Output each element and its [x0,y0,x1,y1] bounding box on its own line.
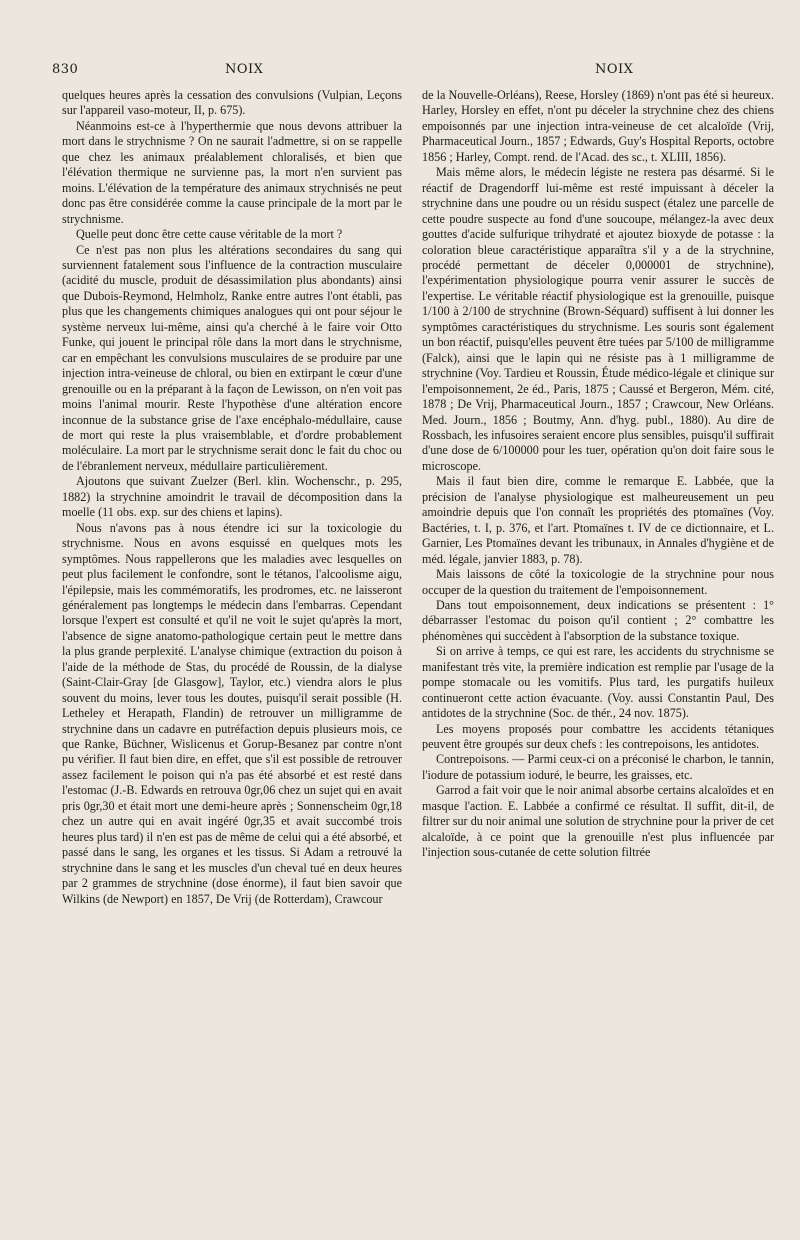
paragraph: de la Nouvelle-Orléans), Reese, Horsley (1869) n'ont pas été si heureux. Harley, Horsley en effet, n'ont pu déceler la strychnine chez des chiens empoisonnés par une injection intra-veineuse de cet alcaloïde (Vrij, Pharmaceutical Journ., 1857 ; Edwards, Guy's Hospital Reports, octobre 1856 ; Harley, Compt. rend. de l'Acad. des sc., t. XLIII, 1856). [422,88,774,164]
left-column [62,88,402,907]
paragraph: Si on arrive à temps, ce qui est rare, les accidents du strychnisme se manifestant très vite, la première indication est remplie par l'usage de la pompe stomacale ou les vomitifs. Plus tard, les purgatifs huileux continueront cette action évacuante. (Voy. aussi Constantin Paul, Des antidotes de la strychnine (Soc. de thér., 24 nov. 1875). [422,644,774,721]
paragraph: Ce n'est pas non plus les altérations secondaires du sang qui surviennent fatalement sous l'influence de la contraction musculaire (acidité du muscle, produit de désassimilation plus abondants) ainsi que Dubois-Reymond, Helmholz, Ranke entre autres l'ont établi, pas plus que les changements chimiques analogues qui ont pour séjour le système nerveux lui-même, ainsi qu'a cherché à le faire voir Otto Funke, qui jouent le principal rôle dans la mort dans le strychnisme, car en empêchant les convulsions musculaires de se produire par une injection intra-veineuse de chloral, ou bien en extirpant le cœur d'une grenouille ou en la préparant à la façon de Lewisson, on n'en voit pas moins l'animal mourir. Reste l'hypothèse d'une altération encore inconnue de la substance grise de l'axe encéphalo-médullaire, cause de mort qui reste la plus vraisemblable, et d'ordre probablement moléculaire. La mort par le strychnisme serait donc le fait du choc ou de l'ébranlement nerveux, médullaire particulièrement. [62,242,402,473]
right-column [422,88,774,861]
paragraph: Les moyens proposés pour combattre les accidents tétaniques peuvent être groupés sur deux chefs : les contrepoisons, les antidotes. [422,721,774,752]
paragraph: Nous n'avons pas à nous étendre ici sur la toxicologie du strychnisme. Nous en avons esquissé en quelques mots les symptômes. Nous rappellerons que les maladies avec lesquelles on peut plus facilement le confondre, sont le tétanos, l'alcoolisme aigu, l'épilepsie, mais les commémoratifs, les prodromes, etc. ne laisseront généralement pas longtemps le médecin dans l'embarras. Cependant lorsque l'expert est consulté et qu'il ne voit le sujet qu'après la mort, l'absence de signe anatomo-pathologique certain peut le mettre dans la plus grande perplexité. L'analyse chimique (extraction du poison à l'aide de la méthode de Stas, du procédé de Roussin, de la dialyse (Saint-Clair-Gray [de Glasgow], Taylor, etc.) viendra alors le plus souvent du moins, lever tous les doutes, puisqu'il serait possible (H. Letheley et Herapath, Flandin) de retrouver un milligramme de strychnine dans un cadavre en putréfaction depuis plusieurs mois, ce que Ranke, Büchner, Wislicenus et Gorup-Besanez par contre n'ont pu vérifier. Il faut bien dire, en effet, que s'il est possible de retrouver assez facilement le poison qui n'a pas été absorbé et est resté dans l'estomac (J.-B. Edwards en retrouva 0gr,06 chez un sujet qui en avait pris 0gr,30 et était mort une demi-heure après ; Sonnenscheim 0gr,18 chez un autre qui en avait ingéré 0gr,35 et avait succombé trois heures plus tard) il n'en est pas de même de celui qui a été absorbé, et passé dans le sang, les organes et les tissus. Si Adam a retrouvé la strychnine dans le sang et les muscles d'un cheval tué en deux heures par 2 grammes de strychnine (dose énorme), il faut bien savoir que Wilkins (de Newport) en 1857, De Vrij (de Rotterdam), Crawcour [62,520,402,906]
running-title-left: NOIX [225,62,264,77]
paragraph: quelques heures après la cessation des convulsions (Vulpian, Leçons sur l'appareil vaso-moteur, II, p. 675). [62,88,402,118]
running-title-right: NOIX [595,62,634,77]
paragraph: Contrepoisons. — Parmi ceux-ci on a préconisé le charbon, le tannin, l'iodure de potassium ioduré, le beurre, les graisses, etc. [422,752,774,782]
paragraph: Mais il faut bien dire, comme le remarque E. Labbée, que la précision de l'analyse physiologique est malheureusement un peu amoindrie depuis que l'on connaît les propriétés des ptomaïnes (Voy. Bactéries, t. I, p. 376, et l'art. Ptomaïnes t. IV de ce dictionnaire, et L. Garnier, Les Ptomaïnes devant les tribunaux, in Annales d'hygiène et de méd. légale, janvier 1883, p. 78). [422,474,774,566]
paragraph: Garrod a fait voir que le noir animal absorbe certains alcaloïdes et en masque l'action. E. Labbée a confirmé ce résultat. Il suffit, dit-il, de filtrer sur du noir animal une solution de strychnine pour la priver de cet alcaloïde, à ce point que la grenouille n'est plus influencée par l'injection sous-cutanée de cette solution filtrée [422,783,774,860]
page-number: 830 [52,62,79,77]
paragraph: Dans tout empoisonnement, deux indications se présentent : 1° débarrasser l'estomac du poison qu'il contient ; 2° combattre les phénomènes qui succèdent à l'absorption de la substance toxique. [422,597,774,643]
paragraph: Néanmoins est-ce à l'hyperthermie que nous devons attribuer la mort dans le strychnisme ? On ne saurait l'admettre, si on se rappelle que chez les animaux préalablement chloralisés, et bien que l'élévation thermique ne survienne pas, la mort n'en survient pas moins. L'élévation de la température des animaux strychnisés ne peut donc pas être considérée comme la cause principale de la mort par le strychnisme. [62,118,402,226]
paragraph: Mais laissons de côté la toxicologie de la strychnine pour nous occuper de la question du traitement de l'empoisonnement. [422,567,774,597]
paragraph: Quelle peut donc être cette cause véritable de la mort ? [76,227,343,242]
paragraph: Ajoutons que suivant Zuelzer (Berl. klin. Wochenschr., p. 295, 1882) la strychnine amoindrit le travail de décomposition dans la moelle (11 obs. exp. sur des chiens et lapins). [62,474,402,520]
paragraph: Mais même alors, le médecin légiste ne restera pas désarmé. Si le réactif de Dragendorff lui-même est resté impuissant à déceler la strychnine dans une poudre ou un résidu suspect (étalez une parcelle de cette poudre suspecte au fond d'une soucoupe, mélangez-la avec deux gouttes d'acide sulfurique trihydraté et ajoutez bioxyde de potasse : la coloration bleue caractéristique apparaîtra s'il y a de la strychnine, procédé permettant de déceler 0,000001 de strychnine), l'expérimentation physiologique pourra venir assurer le succès de l'expertise. Le véritable réactif physiologique est la grenouille, puisque 1/100 à 2/100 de strychnine (Brown-Séquard) suffisent à lui donner les symptômes caractéristiques du strychnisme. Les souris sont également un bon réactif, puisqu'elles peuvent être tuées par 5/100 de milligramme (Falck), ainsi que le lapin qui ne résiste pas à 1 milligramme de strychnine (Voy. Tardieu et Roussin, Étude médico-légale et clinique sur l'empoisonnement, 2e éd., Paris, 1875 ; Caussé et Bergeron, Mém. cité, 1878 ; De Vrij, Pharmaceutical Journ., 1857 ; Crawcour, New Orléans. Med. Journ., 1856 ; Boutmy, Ann. d'hyg. publ., 1880). Au dire de Rossbach, les infusoires seraient encore plus sensibles, puisqu'il suffirait d'une dose de 6/100000 pour les tuer, opération qu'on doit faire sous le microscope. [422,165,774,473]
